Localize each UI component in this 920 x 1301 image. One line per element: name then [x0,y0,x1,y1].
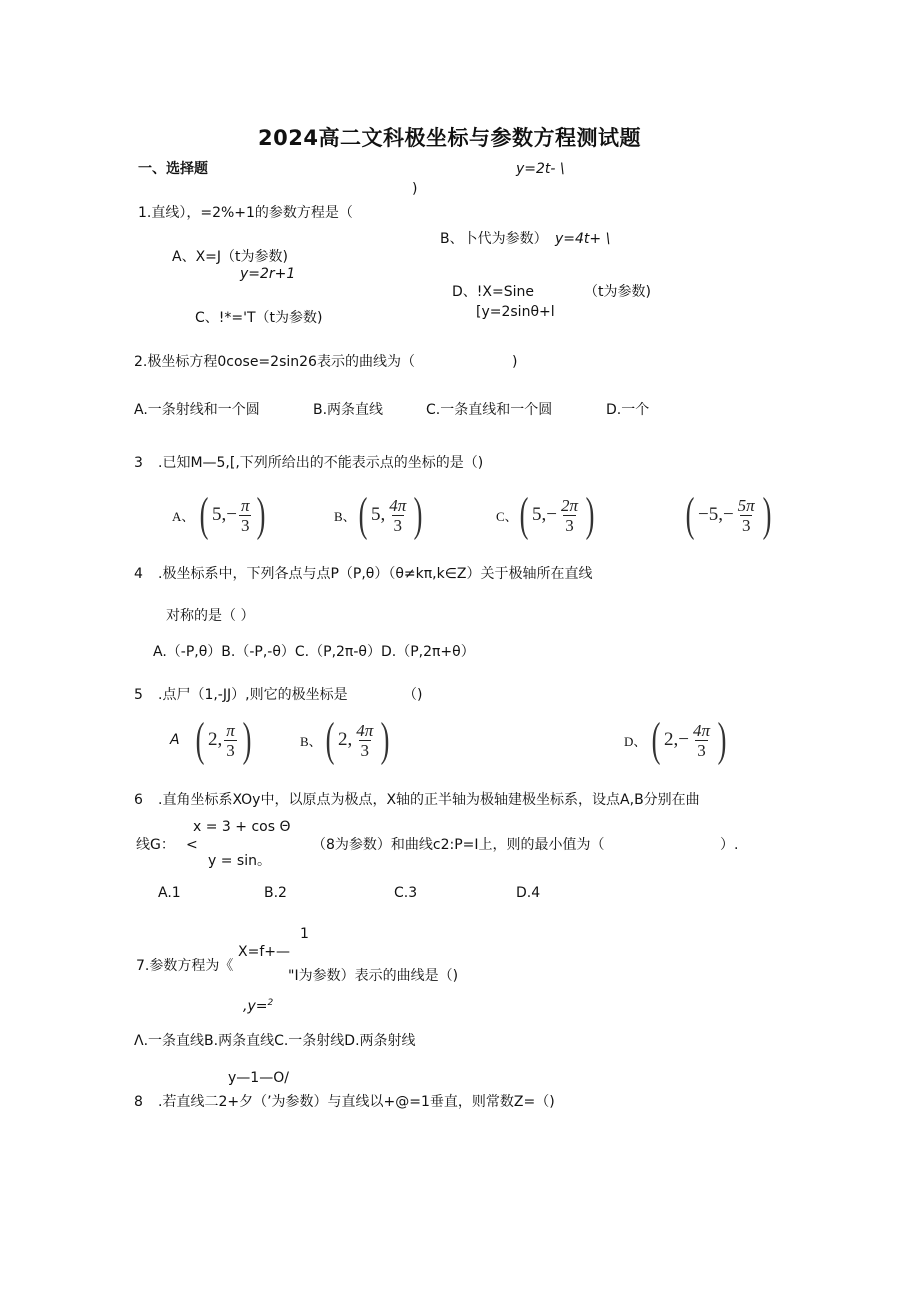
q4-number: 4 [134,566,143,582]
q6-option-c: C.3 [394,885,418,901]
q5-label-b: B、 [300,734,322,749]
q6-stem: .直角坐标系XOy中，以原点为极点，X轴的正半轴为极轴建极坐标系，设点A,B分别在曲 [158,792,700,808]
q2-option-b: B.两条直线 [313,402,384,418]
q6-close: ）. [720,837,739,853]
q1-top-paren: ) [412,181,418,197]
q5-stem: .点尸（1,-JJ）,则它的极坐标是 [158,687,348,703]
q6-option-d: D.4 [516,885,541,901]
page-title: 2024高二文科极坐标与参数方程测试题 [258,126,641,150]
q6-rest: （8为参数）和曲线c2:P=I上，则的最小值为（ [312,837,605,853]
q3-option-b-coord: ( 5, $\frac{4\pi}{3}$ ) [358,488,423,541]
q6-equation-top: x = 3 + cos Θ [193,819,291,835]
q5-paren: （) [403,687,423,703]
q3-label-c: C、 [496,509,518,524]
q7-x-expression: X=f+— [238,944,290,960]
q3-label-a: A、 [172,509,195,524]
q1-stem: 1.直线），=2%+1的参数方程是（ [138,205,353,221]
q7-y-superscript: 2 [267,998,274,1008]
q2-stem: 2.极坐标方程0cose=2sin26表示的曲线为（ [134,354,415,370]
q1-option-a-expression: y=2r+1 [240,266,296,282]
q7-numerator: 1 [300,926,309,942]
q5-label-a: A [170,732,180,748]
q1-option-d-param: （t为参数) [584,284,651,300]
q5-label-d: D、 [624,734,647,749]
q7-rest: "I为参数）表示的曲线是（) [288,968,459,984]
q3-option-a-coord: ( 5, − $\frac{\pi}{3}$ ) [199,488,266,541]
q6-option-b: B.2 [264,885,287,901]
q4-stem: .极坐标系中，下列各点与点P（P,θ）（θ≠kπ,k∈Z）关于极轴所在直线 [158,566,593,582]
q7-stem: 7.参数方程为《 [136,958,234,974]
q2-option-c: C.一条直线和一个圆 [426,402,553,418]
q7-options: Λ.一条直线B.两条直线C.一条射线D.两条射线 [134,1033,416,1049]
section-heading: 一、选择题 [138,161,208,177]
q1-option-d: D、!X=Sine [452,284,534,300]
q3-option-c-coord: ( 5, − $\frac{2\pi}{3}$ ) [519,488,595,541]
q8-top-expression: y—1—O/ [228,1070,289,1086]
q7-y-expression: ,y=$^2$ [243,998,274,1015]
q3-number: 3 [134,455,143,471]
q6-number: 6 [134,792,143,808]
q3-stem: .已知M—5,[,下列所给出的不能表示点的坐标的是（) [158,455,484,471]
q1-option-d-expression: [y=2sinθ+l [476,304,555,320]
q3-label-b: B、 [334,509,356,524]
q2-option-d: D.一个 [606,402,650,418]
q6-option-a: A.1 [158,885,181,901]
q1-option-a: A、X=J（t为参数) [172,249,288,265]
q1-option-c: C、!*='T（t为参数) [195,310,323,326]
q2-close-paren: ) [512,354,518,370]
q6-line-label: 线G： [136,837,175,853]
q8-number: 8 [134,1094,143,1110]
q8-stem: .若直线二2+夕（’为参数）与直线以+@=1垂直，则常数Z=（) [158,1094,555,1110]
q4-options: A.（-P,θ）B.（-P,-θ）C.（P,2π-θ）D.（P,2π+θ） [153,644,475,660]
q5-option-a-coord: ( 2, $\frac{\pi}{3}$ ) [195,713,252,766]
q4-stem-continued: 对称的是（ ） [166,608,255,624]
q5-number: 5 [134,687,143,703]
q1-option-b: B、卜代为参数） [440,231,548,247]
q1-option-b-expression: y=4t+ \ [555,231,611,247]
q3-option-d-coord: ( −5, − $\frac{5\pi}{3}$ ) [685,488,772,541]
q6-brace: < [186,837,198,853]
q1-top-expression: y=2t- \ [516,161,565,177]
q5-option-b-coord: ( 2, $\frac{4\pi}{3}$ ) [325,713,390,766]
q6-equation-bottom: y = sin。 [208,853,271,869]
q2-option-a: A.一条射线和一个圆 [134,402,260,418]
q5-option-d-coord: ( 2, − $\frac{4\pi}{3}$ ) [651,713,727,766]
